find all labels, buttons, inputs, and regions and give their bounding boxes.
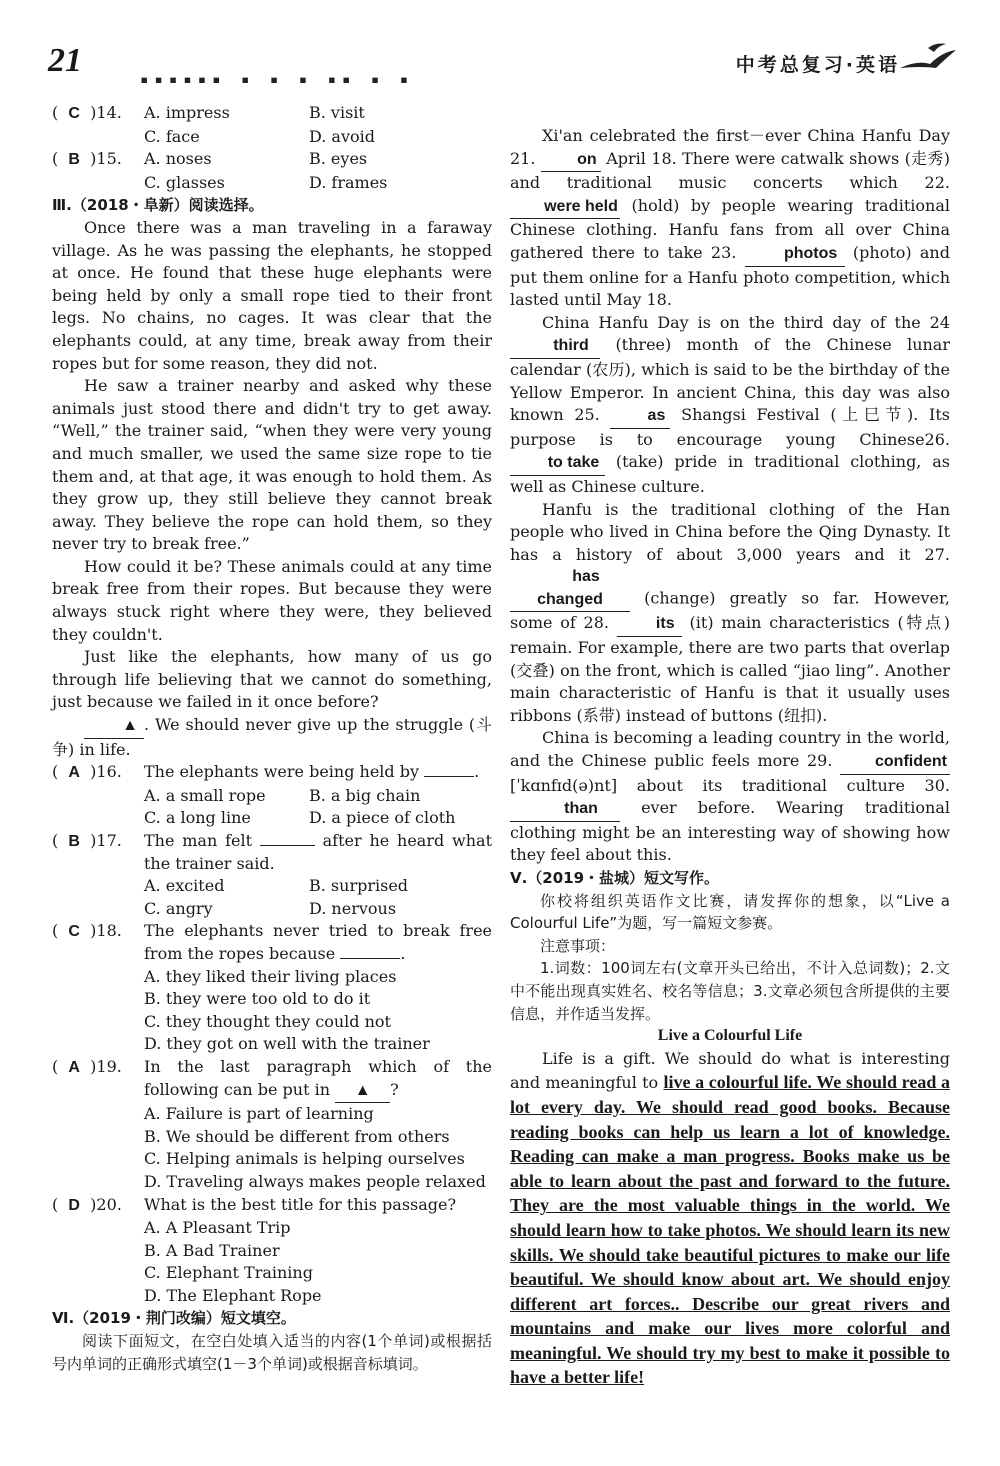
writing-rules: 1.词数：100词左右(文章开头已给出，不计入总词数)；2.文中不能出现真实姓名、校名等信息；3.文章必须包含所提供的主要信息，并作适当发挥。 bbox=[510, 959, 950, 1023]
section-6-heading: Ⅵ.（2019・荆门改编）短文填空。 bbox=[52, 1309, 296, 1328]
section-3-heading: Ⅲ.（2018・阜新）阅读选择。 bbox=[52, 196, 264, 215]
cloze-paragraph: China Hanfu Day is on the third day of the 24 third (three) month of the Chinese lunar calendar (农历), which is said to be the birthday of the Yellow Emperor. In ancient China, this day was also known 25. as Shangsi Festival (上巳节). Its purpose is to encourage young Chinese26. to take (take) pride in traditional clothing, as well as Chinese culture. bbox=[510, 312, 951, 496]
book-title: 中考总复习·英语 bbox=[735, 54, 900, 76]
cloze-paragraph: Hanfu is the traditional clothing of the Han people who lived in China before the Qing Dynasty. It has a history of about 3,000 years and it 27. has changed (change) greatly so far. However, some of 28. its (it) main characteristics (特点) remain. For example, there are two parts that overlap (交叠) on the front, which is called “jiao ling”. Another main characteristic of Hanfu is that it usually uses ribbons (系带) instead of buttons (纽扣). bbox=[510, 499, 950, 725]
question-19: ( A )19. In the last paragraph which of the following can be put in ▲ ? bbox=[52, 1056, 492, 1103]
right-column bbox=[510, 125, 950, 1390]
bird-icon bbox=[898, 38, 958, 78]
question-20: ( D )20. What is the best title for this passage? bbox=[52, 1194, 457, 1214]
left-column: ( C )14. A. impress B. visit C. face D. avoid ( B )15. A. noses B. eyes C. glasses D. frames Ⅲ.（2018・阜新）阅读选择。 Once there was a man traveling in a faraway village. As he was passing the elephants, he stopped at once. He found that these huge elephants were being held by only a small rope tied to their front legs. No chains, no cages. It was clear that the elephants could, at any time, break away from their ropes but for some reason, they did not. He saw a trainer nearby and asked why these animals just stood there and didn't try to get away. “Well,” the trainer said, “when they were very young and much smaller, we used the same size rope to tie them and, at that age, it was enough to hold them. As they grow up, they still believe they cannot break away. They believe the rope can hold them, so they never try to break free.” How could it be? These animals could at any time break free from their ropes. But because they were always stuck right where they were, they believed they couldn't. Just like the elephants, how many of us go through life believing that we cannot do something, just because we failed in it once before? ▲ . We should never give up the struggle (斗争) in life. ( A )16. The elephants were being held by . A. a small rope B. a big chain C. a long line D. a piece of cloth ( B )17. The man felt after he heard what the trainer said. A. excited B. surprised C. angry D. nervous ( C )18. The elephants never tried to break free from the ropes because . A. they liked their living places B. they were too old to do it C. they thought they could not D. they got on well with the trainer ( A )19. In the last paragraph which of the following can be put in ▲ ? A. Failure is part of learning B. We should be different from others C. Helping animals is helping ourselves D. Traveling always makes people relaxed ( D )20. What is the best title for this passage? A. A Pleasant Trip B. A Bad Trainer C. Elephant Training D. The Elephant Rope Ⅵ.（2019・荆门改编）短文填空。 阅读下面短文，在空白处填入适当的内容(1个单词)或根据括号内单词的正确形式填空(1－3个单词)或根据音标填词。 bbox=[52, 102, 492, 1375]
question-18: ( C )18. The elephants never tried to break free from the ropes because . bbox=[52, 921, 492, 963]
reading-paragraph: ▲ . We should never give up the struggle (斗争) in life. bbox=[52, 715, 492, 759]
page-number: 21 bbox=[48, 42, 82, 79]
section-6-instructions: 阅读下面短文，在空白处填入适当的内容(1个单词)或根据括号内单词的正确形式填空(1－3个单词)或根据音标填词。 bbox=[52, 1332, 492, 1373]
reading-paragraph: Once there was a man traveling in a faraway village. As he was passing the elephants, he stopped at once. He found that these huge elephants were being held by only a small rope tied to their front legs. No chains, no cages. It was clear that the elephants could, at any time, break away from their ropes but for some reason, they did not. bbox=[52, 217, 492, 373]
writing-intro: 你校将组织英语作文比赛，请发挥你的想象，以“Live a Colourful Life”为题，写一篇短文参赛。 bbox=[510, 891, 950, 933]
reading-paragraph: How could it be? These animals could at any time break free from their ropes. But because they were always stuck right where they were, they believed they couldn't. bbox=[52, 556, 492, 644]
cloze-paragraph: Xi'an celebrated the first－ever China Hanfu Day 21. on April 18. There were catwalk shows (走秀) and traditional music concerts which 22. were held (hold) by people wearing traditional Chinese clothing. Hanfu fans from all over China gathered there to take 23. photos (photo) and put them online for a Hanfu photo competition, which lasted until May 18. bbox=[510, 126, 950, 310]
reading-paragraph: He saw a trainer nearby and asked why these animals just stood there and didn't try to get away. “Well,” the trainer said, “when they were very young and much smaller, we used the same size rope to tie them and, at that age, it was enough to hold them. As they grow up, they still believe they cannot break away. They believe the rope can hold them, so they never try to break free.” bbox=[52, 376, 492, 554]
question-15: ( B )15. A. noses B. eyes bbox=[52, 149, 368, 169]
essay-title: Live a Colourful Life bbox=[657, 1027, 803, 1045]
reading-paragraph: Just like the elephants, how many of us go through life believing that we cannot do something, just because we failed in it once before? bbox=[52, 647, 492, 712]
cloze-paragraph: China is becoming a leading country in the world, and the Chinese public feels more 29. confident [ˈkɑnfɪd(ə)nt] about its traditional culture 30. than ever before. Wearing traditional clothing might be an interesting way of showing how they feel about this. bbox=[510, 728, 950, 865]
writing-notes-label: 注意事项： bbox=[540, 936, 616, 955]
question-16: ( A )16. The elephants were being held by . bbox=[52, 762, 480, 782]
header-dots: ▪▪▪▪▪▪ ▪ ▪ ▪ ▪▪ ▪ ▪ bbox=[140, 72, 415, 88]
page-header bbox=[40, 38, 960, 88]
question-14: ( C )14. A. impress B. visit bbox=[52, 103, 365, 122]
essay-answer: live a colourful life. We should read a lot every day. We should read good books. Because reading books can help us learn a lot of knowledge. Reading can make a man progress. Books make us be able to learn about the past and forward to the future. They are the most valuable things in the world. We should learn how to take photos. We should learn its new skills. We should take beautiful pictures to make our life beautiful. We should know about art. We should enjoy different art forces.. Describe our great rivers and mountains and make our lives more colorful and meaningful. We should try my best to make it possible to have a better life! bbox=[510, 1072, 950, 1388]
question-17: ( B )17. The man felt after he heard what the trainer said. bbox=[52, 831, 493, 873]
section-5-heading: Ⅴ.（2019・盐城）短文写作。 bbox=[510, 869, 720, 887]
essay-start: Life is a gift. We should do what is interesting and meaningful to live a colourful life. We should read a lot every day. We should read good books. Because reading books can help us learn a lot of knowledge. Reading can make a man progress. Books make us be able to learn about the past and forward to the future. They are the most valuable things in the world. We should learn how to take photos. We should learn its new skills. We should take beautiful pictures to make our life beautiful. We should know about art. We should enjoy different art forces.. Describe our great rivers and mountains and make our lives more colorful and meaningful. We should try my best to make it possible to have a better life! bbox=[510, 1048, 950, 1388]
